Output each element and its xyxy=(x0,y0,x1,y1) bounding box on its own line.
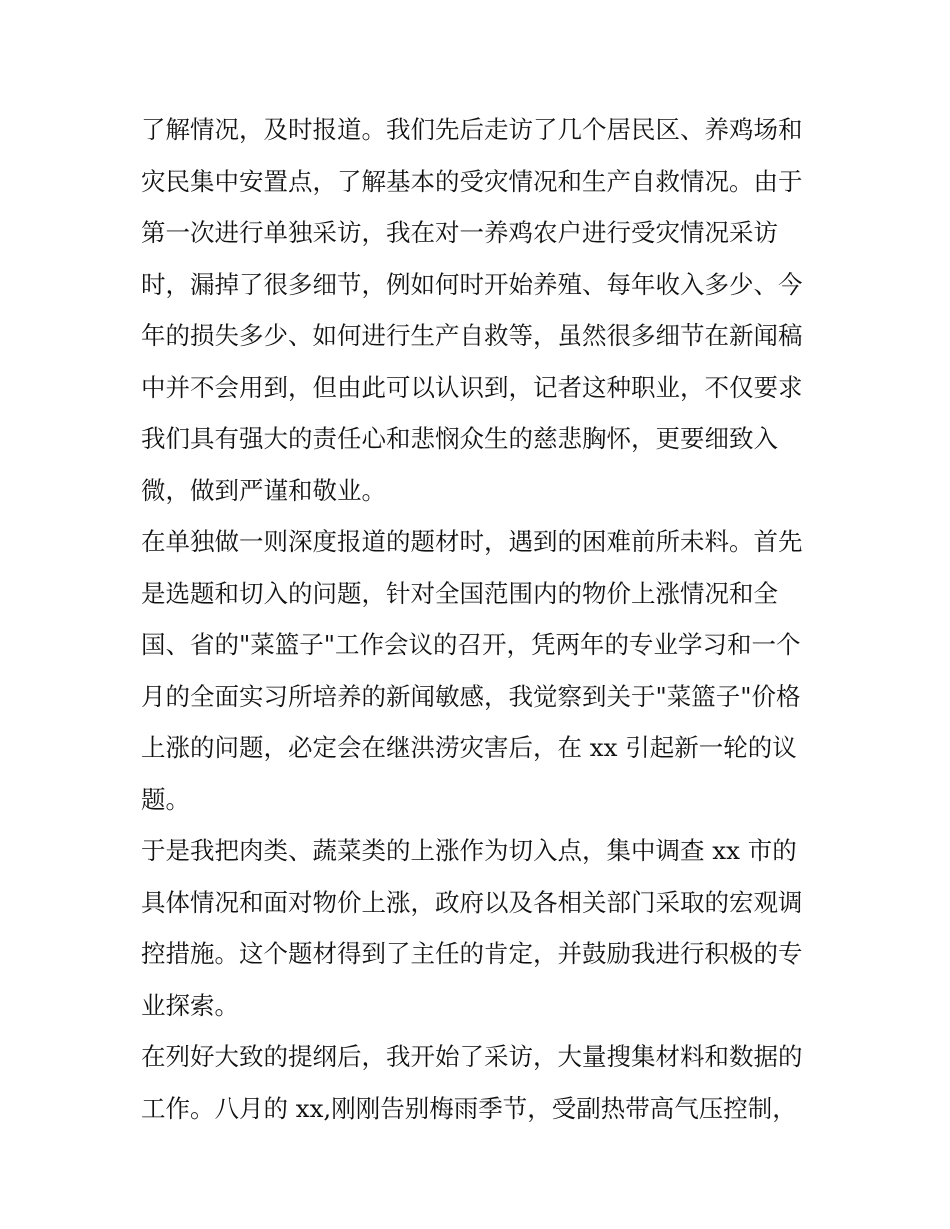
text-line: 时，漏掉了很多细节，例如何时开始养殖、每年收入多少、今 xyxy=(141,269,803,299)
document-body xyxy=(141,104,815,1134)
text-line: 是选题和切入的问题，针对全国范围内的物价上涨情况和全 xyxy=(141,578,778,608)
paragraph-3 xyxy=(141,825,815,1031)
text-line: 上涨的问题，必定会在继洪涝灾害后，在 xx 引起新一轮的议 xyxy=(141,733,797,762)
text-line: 业探索。 xyxy=(141,990,239,1020)
text-line: 在单独做一则深度报道的题材时，遇到的困难前所未料。首先 xyxy=(141,527,803,556)
text-line: 月的全面实习所培养的新闻敏感，我觉察到关于"菜篮子"价格 xyxy=(141,681,801,711)
text-line: 国、省的"菜篮子"工作会议的召开，凭两年的专业学习和一个 xyxy=(141,630,801,659)
text-line: 控措施。这个题材得到了主任的肯定，并鼓励我进行积极的专 xyxy=(141,939,803,968)
paragraph-2 xyxy=(141,516,815,825)
text-line: 微，做到严谨和敬业。 xyxy=(141,475,386,505)
text-line: 于是我把肉类、蔬菜类的上涨作为切入点，集中调查 xx 市的 xyxy=(141,836,797,865)
text-line: 工作。八月的 xx,刚刚告别梅雨季节，受副热带高气压控制， xyxy=(141,1093,797,1123)
text-line: 我们具有强大的责任心和悲悯众生的慈悲胸怀，更要细致入 xyxy=(141,424,778,453)
text-line: 在列好大致的提纲后，我开始了采访，大量搜集材料和数据的 xyxy=(141,1042,803,1071)
text-line: 灾民集中安置点，了解基本的受灾情况和生产自救情况。由于 xyxy=(141,166,803,196)
text-line: 了解情况，及时报道。我们先后走访了几个居民区、养鸡场和 xyxy=(141,115,803,144)
text-line: 年的损失多少、如何进行生产自救等，虽然很多细节在新闻稿 xyxy=(141,321,803,350)
text-line: 题。 xyxy=(141,784,190,814)
text-line: 第一次进行单独采访，我在对一养鸡农户进行受灾情况采访 xyxy=(141,218,778,247)
text-line: 中并不会用到，但由此可以认识到，记者这种职业，不仅要求 xyxy=(141,372,803,402)
paragraph-1 xyxy=(141,104,815,516)
paragraph-4 xyxy=(141,1031,815,1134)
text-line: 具体情况和面对物价上涨，政府以及各相关部门采取的宏观调 xyxy=(141,887,803,917)
